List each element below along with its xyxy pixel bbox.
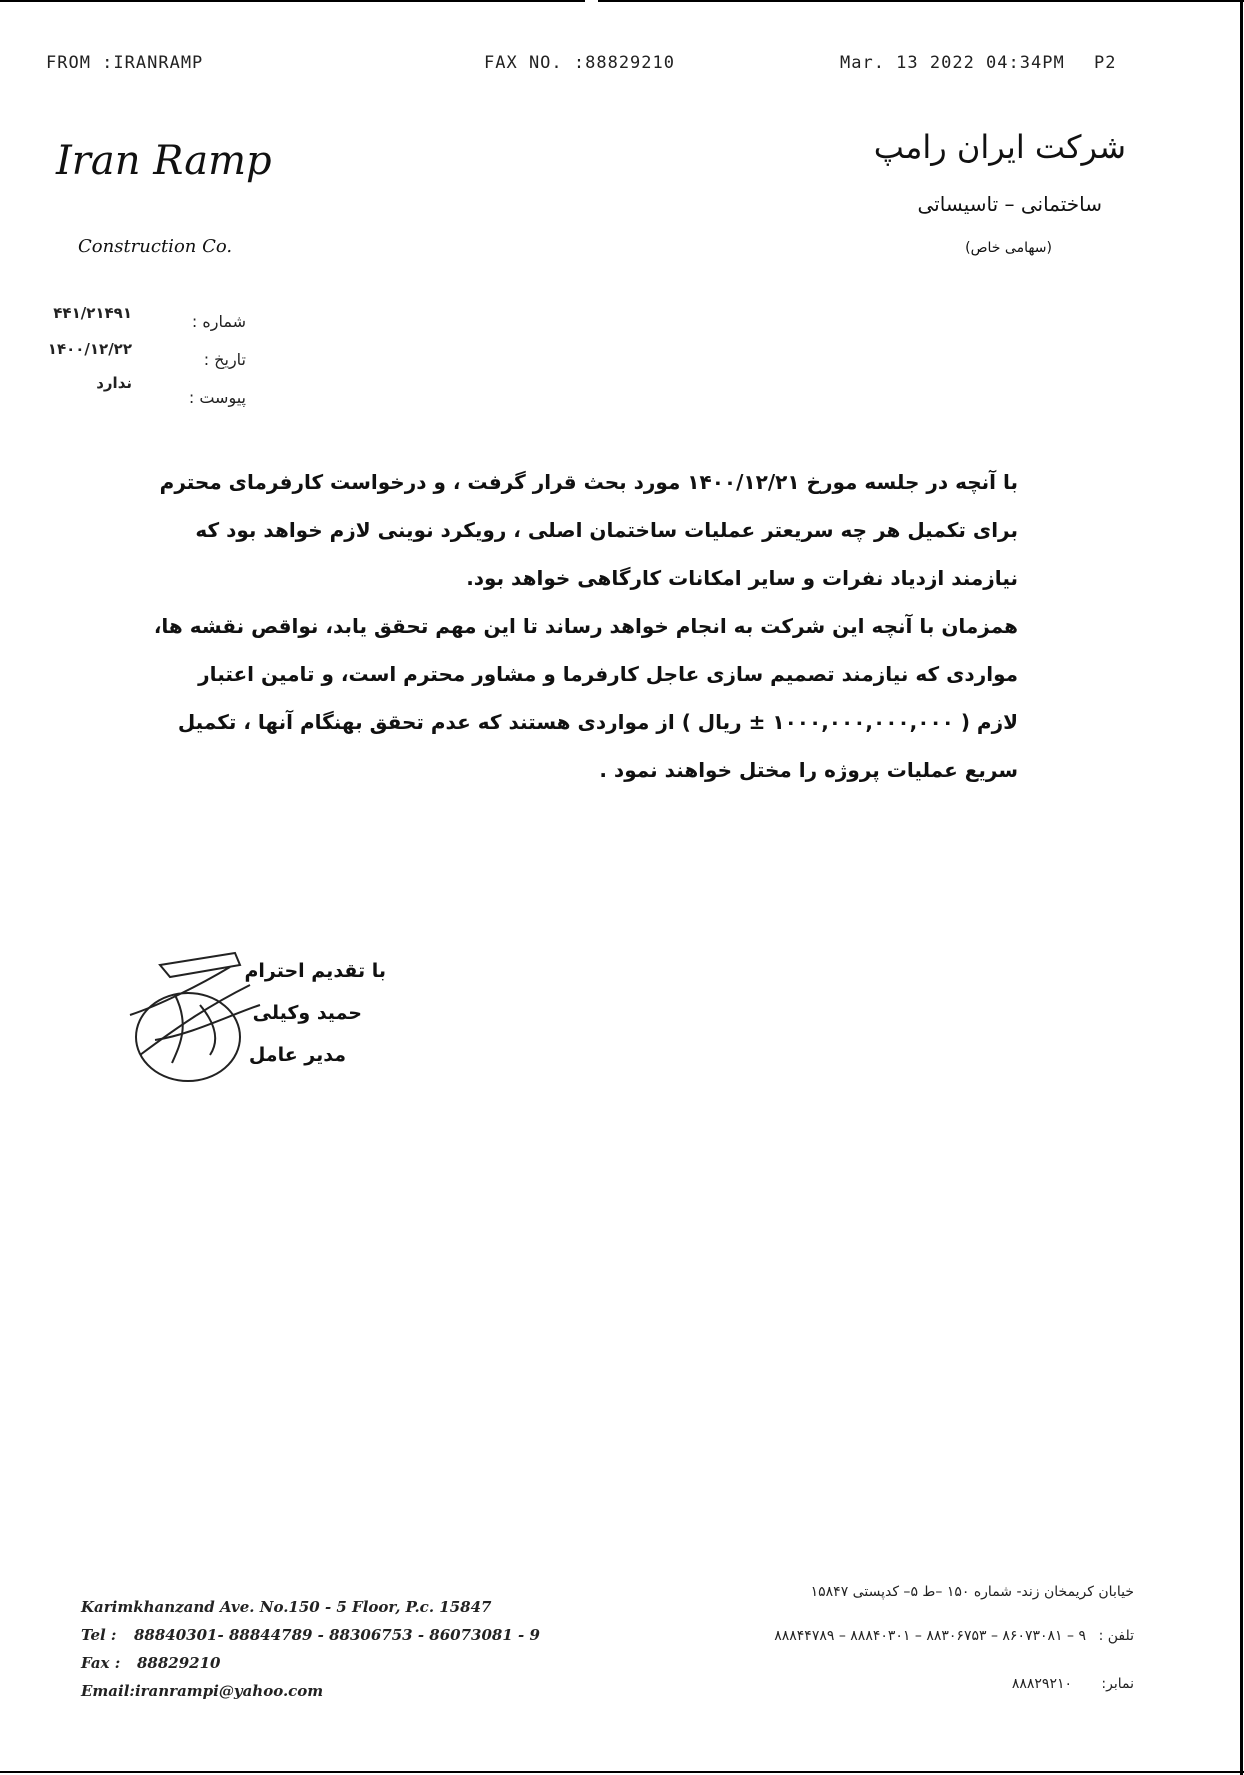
ref-date-label: تاریخ : <box>203 350 246 369</box>
handwritten-signature <box>120 945 310 1095</box>
company-type-fa: ساختمانی – تاسیساتی <box>917 192 1102 216</box>
footer-address-en: Karimkhanzand Ave. No.150 - 5 Floor, P.c. 15847 <box>81 1598 492 1616</box>
ref-attachment-value: ندارد <box>96 374 132 392</box>
ref-attachment-label: پیوست : <box>188 388 246 407</box>
footer-fax-label-fa: نمابر: <box>1101 1676 1134 1692</box>
fax-datetime: Mar. 13 2022 04:34PM <box>840 53 1065 73</box>
footer-tel-label-en: Tel : <box>81 1626 117 1644</box>
scan-edge-top-right <box>598 0 1244 2</box>
footer-fax-fa: ۸۸۸۲۹۲۱۰ <box>1011 1676 1072 1692</box>
body-p2-line4: سریع عملیات پروژه را مختل خواهند نمود . <box>599 758 1018 782</box>
scan-edge-top-left <box>0 0 585 2</box>
ref-number-label: شماره : <box>191 312 246 331</box>
footer-email-en: Email:iranrampi@yahoo.com <box>81 1682 324 1700</box>
body-p2-line1: همزمان با آنچه این شرکت به انجام خواهد رساند تا این مهم تحقق یابد، نواقص نقشه ها، <box>153 614 1018 638</box>
ref-date-value: ۱۴۰۰/۱۲/۲۲ <box>47 340 132 358</box>
body-p2-line2: مواردی که نیازمند تصمیم سازی عاجل کارفرما و مشاور محترم است، و تامین اعتبار <box>198 662 1018 686</box>
fax-from: FROM :IRANRAMP <box>46 53 204 73</box>
company-legal-fa: (سهامی خاص) <box>965 240 1052 256</box>
signature-closing: با تقدیم احترام <box>244 960 386 982</box>
signature-name: حمید وکیلی <box>252 1002 362 1024</box>
ref-number-value: ۴۴۱/۲۱۴۹۱ <box>53 304 132 322</box>
footer-address-fa: خیابان کریمخان زند- شماره ۱۵۰ –ط ۵– کدپستی ۱۵۸۴۷ <box>810 1584 1134 1600</box>
footer-fax-label-en: Fax : <box>81 1654 121 1672</box>
company-name-fa: شرکت ایران رامپ <box>873 128 1126 166</box>
company-logo-en-sub: Construction Co. <box>78 236 233 257</box>
footer-tel-fa: ۹ – ۸۶۰۷۳۰۸۱ – ۸۸۳۰۶۷۵۳ – ۸۸۸۴۰۳۰۱ – ۸۸۸۴۴۷۸۹ <box>774 1628 1086 1644</box>
letter-body <box>150 458 1018 794</box>
body-p1-line1: با آنچه در جلسه مورخ ۱۴۰۰/۱۲/۲۱ مورد بحث قرار گرفت ، و درخواست کارفرمای محترم <box>159 470 1018 494</box>
fax-number: FAX NO. :88829210 <box>484 53 675 73</box>
footer-tel-label-fa: تلفن : <box>1098 1628 1134 1644</box>
company-logo-en: Iran Ramp <box>56 138 272 184</box>
body-p2-line3: لازم ( ۱۰۰۰,۰۰۰,۰۰۰,۰۰۰ ± ریال ) از مواردی هستند که عدم تحقق بهنگام آنها ، تکمیل <box>177 710 1018 734</box>
footer-fax-en: 88829210 <box>137 1654 221 1672</box>
scan-edge-bottom <box>0 1771 1244 1773</box>
scan-edge-right <box>1240 0 1243 1775</box>
body-p1-line3: نیازمند ازدیاد نفرات و سایر امکانات کارگاهی خواهد بود. <box>466 566 1018 590</box>
footer-tel-en: 88840301- 88844789 - 88306753 - 86073081 - 9 <box>134 1626 540 1644</box>
body-p1-line2: برای تکمیل هر چه سریعتر عملیات ساختمان اصلی ، رویکرد نوینی لازم خواهد بود که <box>195 518 1018 542</box>
signature-title: مدیر عامل <box>248 1044 346 1066</box>
fax-page: P2 <box>1094 53 1117 73</box>
